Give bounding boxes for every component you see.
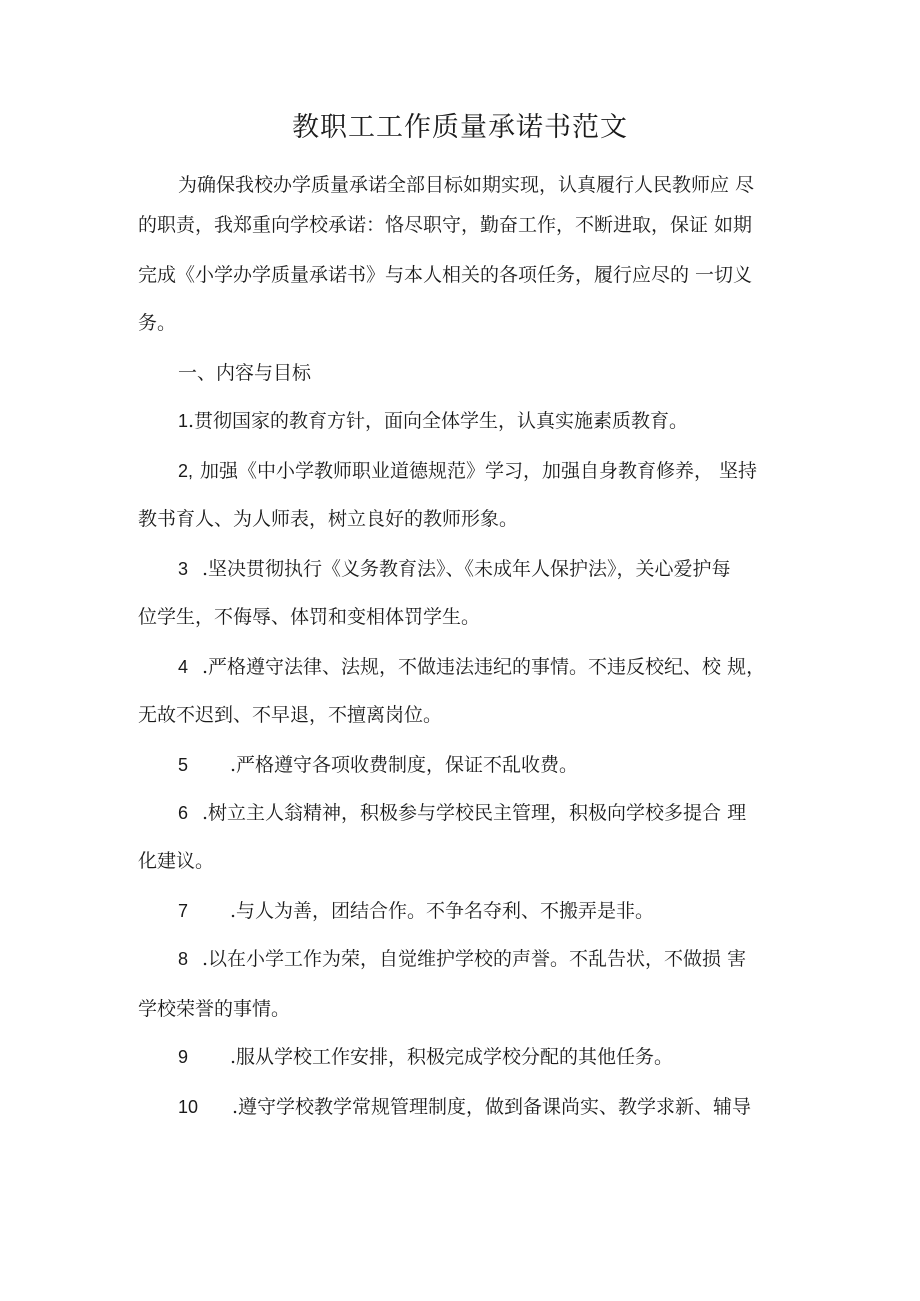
item-number: 8	[178, 949, 189, 969]
item-number: 1	[178, 411, 189, 431]
intro-line-3: 完成《小学办学质量承诺书》与本人相关的各项任务，履行应尽的 一切义	[138, 264, 753, 286]
document-title: 教职工工作质量承诺书范文	[292, 112, 628, 143]
list-item	[178, 652, 838, 682]
list-item	[178, 1092, 838, 1122]
item-text-continued: 教书育人、为人师表，树立良好的教师形象。	[138, 508, 519, 530]
item-text-continued: 位学生，不侮辱、体罚和变相体罚学生。	[138, 606, 481, 628]
item-number: 4	[178, 657, 189, 677]
item-number: 6	[178, 803, 189, 823]
item-text: .以在小学工作为荣，自觉维护学校的声誉。不乱告状，不做损 害	[202, 948, 747, 970]
intro-line-4: 务。	[138, 312, 177, 334]
list-item	[178, 1042, 838, 1072]
item-text-continued: 学校荣誉的事情。	[138, 998, 291, 1020]
item-number: 9	[178, 1047, 189, 1067]
item-number: 7	[178, 901, 189, 921]
item-text: .坚决贯彻执行《义务教育法》、《未成年人保护法》，关心爱护每	[202, 558, 731, 580]
item-number: 3	[178, 559, 189, 579]
item-text: .遵守学校教学常规管理制度，做到备课尚实、教学求新、辅导	[232, 1096, 752, 1118]
item-text-continued: 无故不迟到、不早退，不擅离岗位。	[138, 704, 443, 726]
item-text: .贯彻国家的教育方针，面向全体学生，认真实施素质教育。	[188, 410, 689, 432]
section-heading: 一、内容与目标	[178, 362, 312, 384]
intro-line-1: 为确保我校办学质量承诺全部目标如期实现，认真履行人民教师应 尽	[178, 174, 755, 196]
list-item	[178, 406, 838, 436]
item-number: 5	[178, 755, 189, 775]
item-text: 加强《中小学教师职业道德规范》学习，加强自身教育修养， 坚持	[200, 460, 758, 482]
list-item	[178, 554, 838, 584]
item-text: .服从学校工作安排，积极完成学校分配的其他任务。	[230, 1046, 674, 1068]
item-text: .严格遵守各项收费制度，保证不乱收费。	[230, 754, 579, 776]
item-text: .严格遵守法律、法规，不做违法违纪的事情。不违反校纪、校 规，	[202, 656, 766, 678]
item-number: 10	[178, 1097, 199, 1117]
list-item	[178, 944, 838, 974]
item-text-continued: 化建议。	[138, 850, 215, 872]
item-text: .与人为善，团结合作。不争名夺利、不搬弄是非。	[230, 900, 655, 922]
list-item	[178, 798, 838, 828]
intro-line-2: 的职责，我郑重向学校承诺：恪尽职守，勤奋工作，不断进取，保证 如期	[138, 214, 753, 236]
item-text: .树立主人翁精神，积极参与学校民主管理，积极向学校多提合 理	[202, 802, 747, 824]
item-number: 2,	[178, 461, 194, 481]
list-item	[178, 896, 838, 926]
list-item	[178, 456, 838, 486]
list-item	[178, 750, 838, 780]
